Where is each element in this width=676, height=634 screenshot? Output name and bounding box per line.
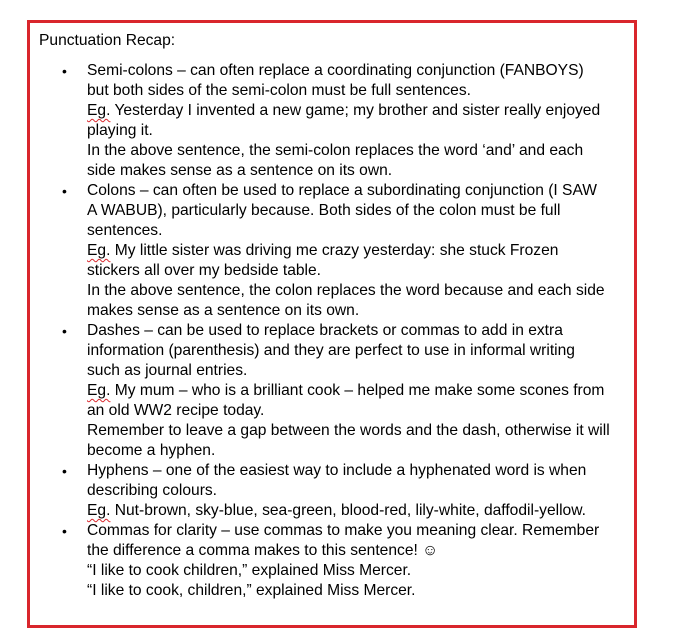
- note-line: In the above sentence, the semi-colon replaces the word ‘and’ and each: [87, 142, 584, 159]
- list-item-colons: [62, 181, 627, 321]
- example-text: My little sister was driving me crazy yesterday: she stuck Frozen: [110, 242, 559, 259]
- note-line: makes sense as a sentence on its own.: [87, 302, 360, 319]
- list-item-semi-colons: [62, 61, 627, 181]
- bullet-icon: •: [62, 183, 67, 199]
- note-line: In the above sentence, the colon replaces the word because and each side: [87, 282, 605, 299]
- example-line: [87, 241, 627, 261]
- quote-line: “I like to cook children,” explained Miss Mercer.: [87, 562, 412, 579]
- item-text-line: describing colours.: [87, 482, 218, 499]
- item-text-line: Semi-colons – can often replace a coordinating conjunction (FANBOYS): [87, 62, 584, 79]
- list-item-commas: [62, 521, 627, 601]
- item-text-line: A WABUB), particularly because. Both sides of the colon must be full: [87, 202, 561, 219]
- bullet-icon: •: [62, 463, 67, 479]
- item-text-line: information (parenthesis) and they are perfect to use in informal writing: [87, 342, 575, 359]
- example-line: playing it.: [87, 122, 153, 139]
- item-text-line: Commas for clarity – use commas to make you meaning clear. Remember: [87, 522, 600, 539]
- example-text: Nut-brown, sky-blue, sea-green, blood-red, lily-white, daffodil-yellow.: [110, 502, 586, 519]
- bullet-icon: •: [62, 63, 67, 79]
- item-text-line: sentences.: [87, 222, 163, 239]
- item-text-line: such as journal entries.: [87, 362, 248, 379]
- example-line: [87, 101, 627, 121]
- note-line: Remember to leave a gap between the words and the dash, otherwise it will: [87, 422, 610, 439]
- item-text-line: Colons – can often be used to replace a subordinating conjunction (I SAW: [87, 182, 597, 199]
- eg-label: Eg.: [87, 502, 111, 519]
- example-line: stickers all over my bedside table.: [87, 262, 322, 279]
- example-text: My mum – who is a brilliant cook – helped me make some scones from: [110, 382, 605, 399]
- eg-label: Eg.: [87, 102, 111, 119]
- example-text: Yesterday I invented a new game; my brother and sister really enjoyed: [110, 102, 601, 119]
- list-item-dashes: [62, 321, 627, 461]
- example-line: an old WW2 recipe today.: [87, 402, 265, 419]
- note-line: side makes sense as a sentence on its own.: [87, 162, 393, 179]
- list-item-hyphens: [62, 461, 627, 521]
- eg-label: Eg.: [87, 242, 111, 259]
- quote-line: “I like to cook, children,” explained Miss Mercer.: [87, 582, 416, 599]
- item-text-line: Dashes – can be used to replace brackets or commas to add in extra: [87, 322, 563, 339]
- item-text-line: the difference a comma makes to this sentence! ☺: [87, 542, 439, 559]
- bullet-icon: •: [62, 323, 67, 339]
- item-text-line: but both sides of the semi-colon must be full sentences.: [87, 82, 471, 99]
- eg-label: Eg.: [87, 382, 111, 399]
- item-text-line: Hyphens – one of the easiest way to include a hyphenated word is when: [87, 462, 587, 479]
- example-line: [87, 381, 627, 401]
- example-line: [87, 501, 627, 521]
- note-line: become a hyphen.: [87, 442, 216, 459]
- bullet-icon: •: [62, 523, 67, 539]
- document-title: Punctuation Recap:: [39, 32, 176, 49]
- punctuation-list: [62, 61, 627, 601]
